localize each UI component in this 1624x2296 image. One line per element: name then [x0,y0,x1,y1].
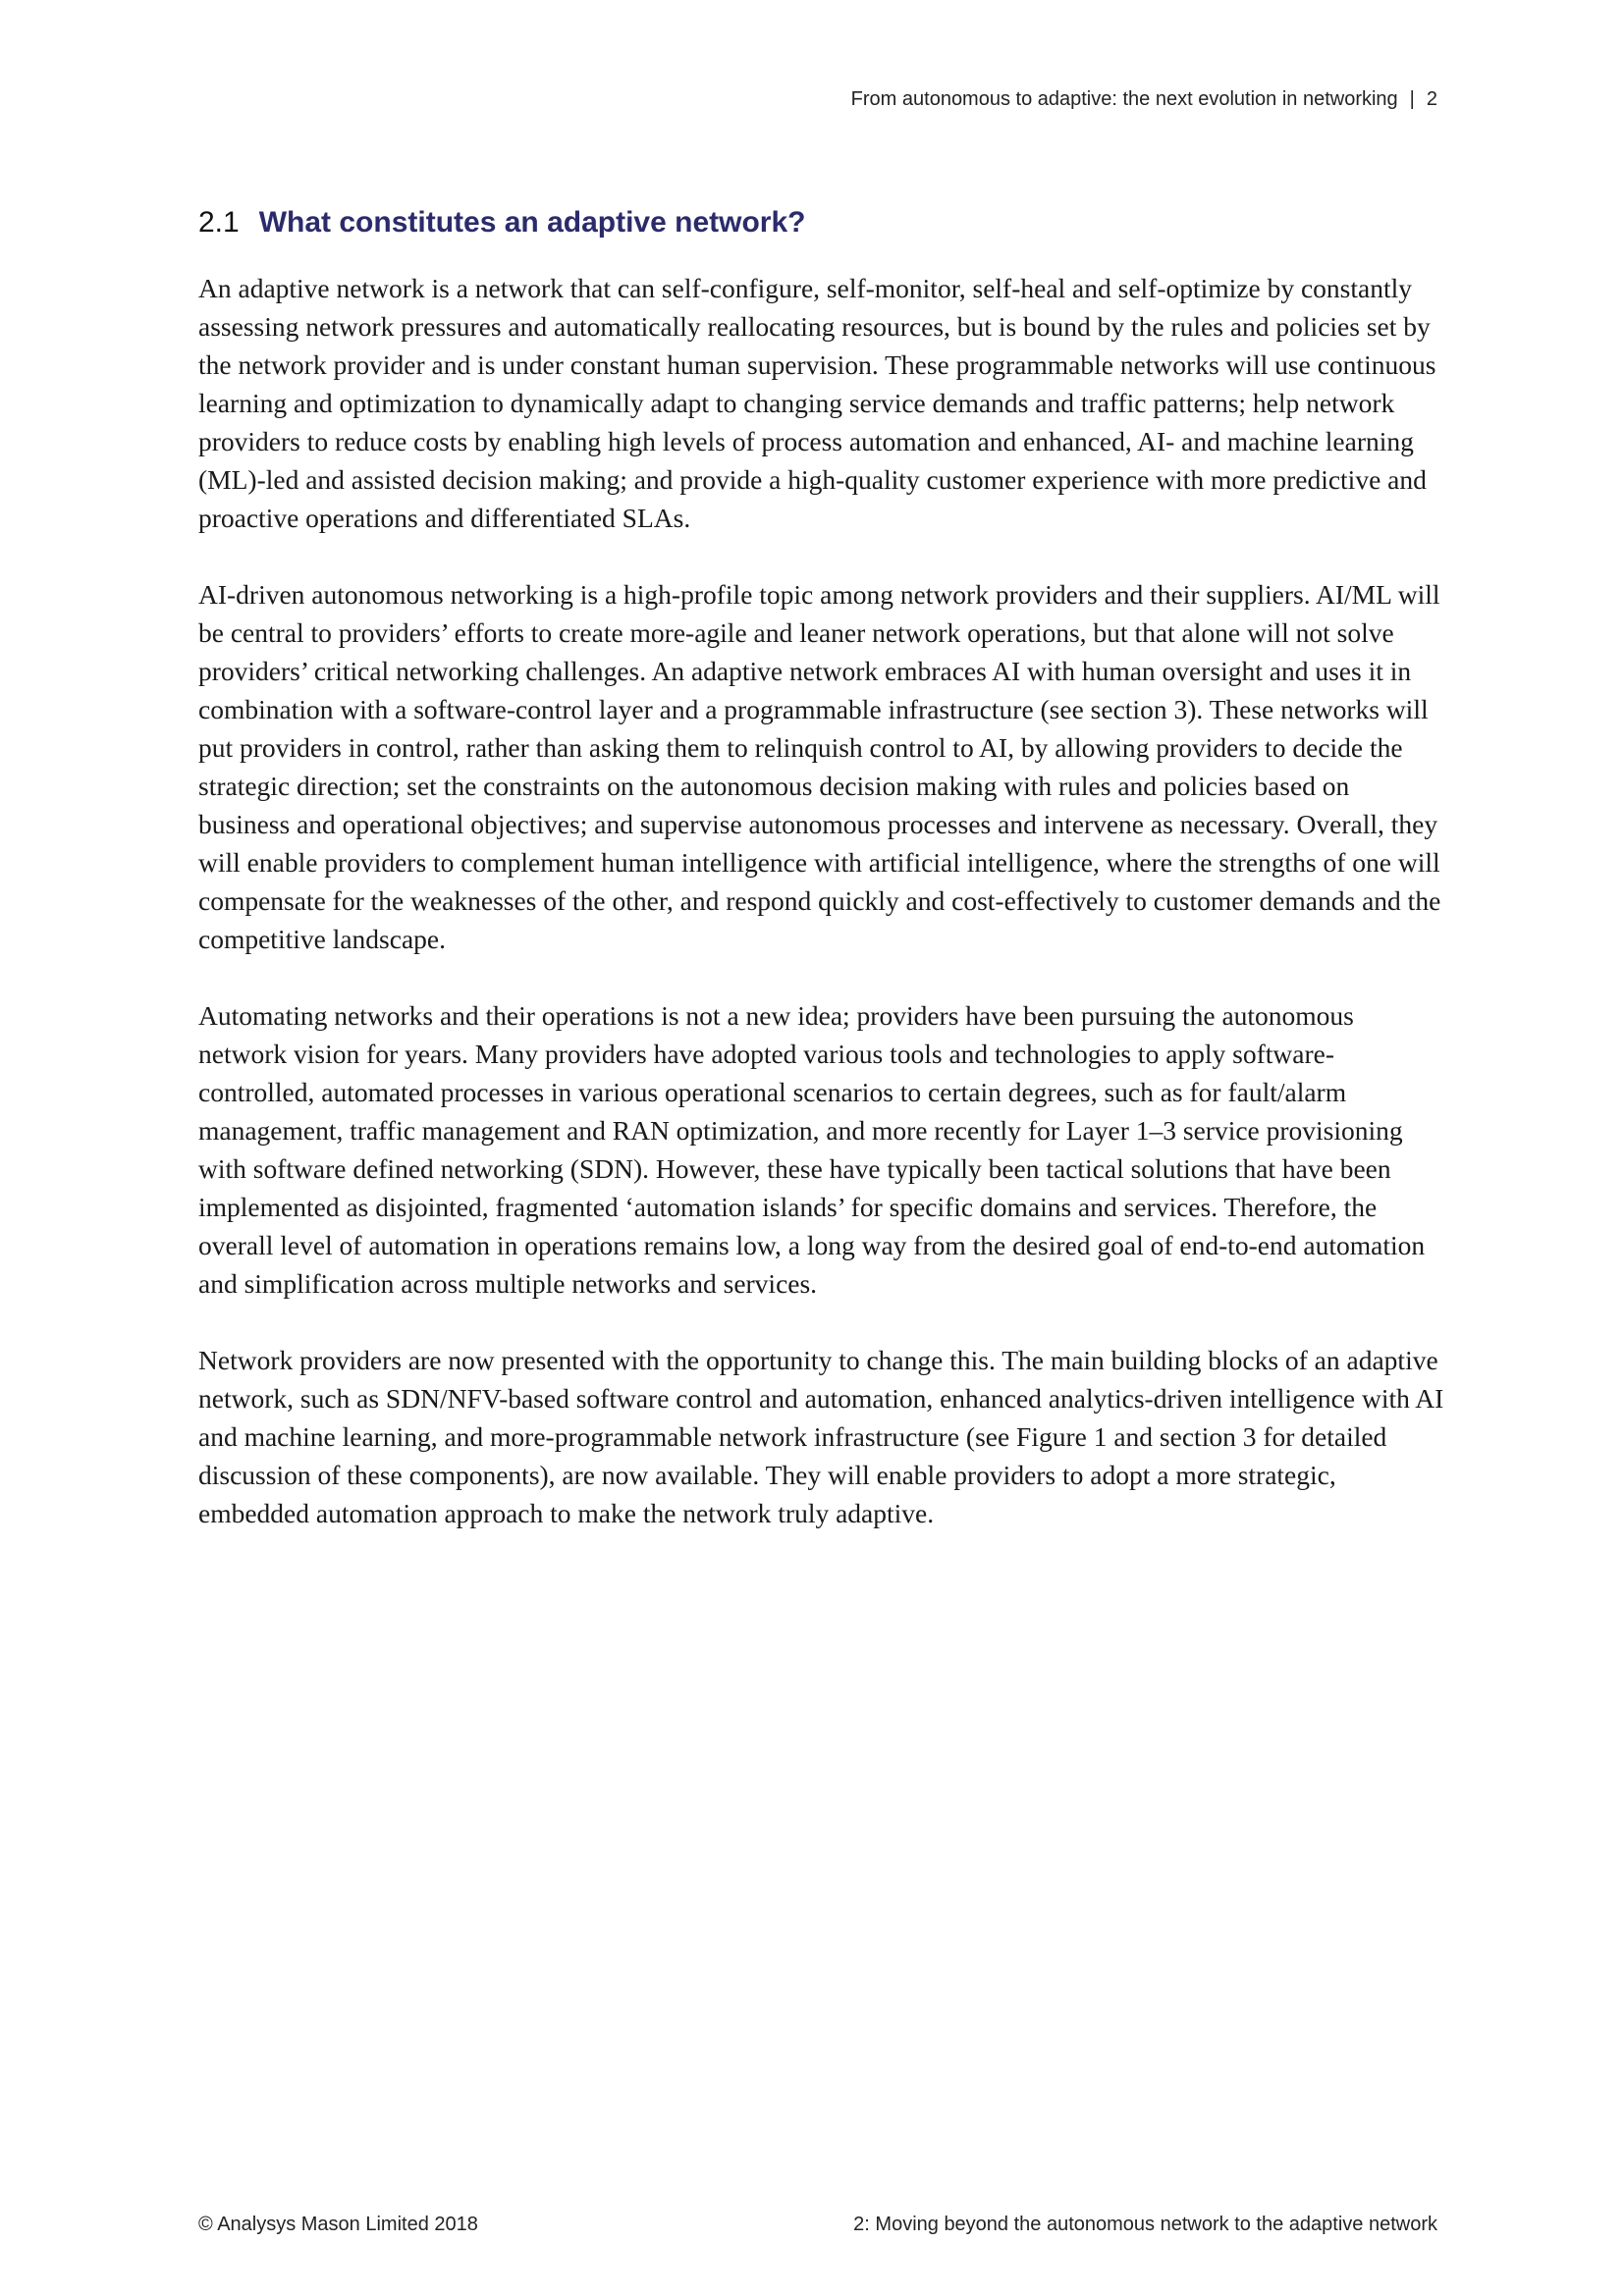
section-title: What constitutes an adaptive network? [258,206,806,239]
section-heading [198,206,805,240]
body-text [198,269,1445,1571]
section-number: 2.1 [198,206,240,239]
paragraph-4: Network providers are now presented with the opportunity to change this. The main building blocks of an adaptive network, such as SDN/NFV-based software control and automation, enhanced analytics-driven intelligence with AI and machine learning, and more-programmable network infrastructure (see Figure 1 and section 3 for detailed discussion of these components), are now available. They will enable providers to adopt a more strategic, embedded automation approach to make the network truly adaptive. [198,1345,1444,1528]
paragraph-2: AI-driven autonomous networking is a high-profile topic among network providers and their suppliers. AI/ML will be central to providers’ efforts to create more-agile and leaner network operations, but that alone will not solve providers’ critical networking challenges. An adaptive network embraces AI with human oversight and uses it in combination with a software-control layer and a programmable infrastructure (see section 3). These networks will put providers in control, rather than asking them to relinquish control to AI, by allowing providers to decide the strategic direction; set the constraints on the autonomous decision making with rules and policies based on business and operational objectives; and supervise autonomous processes and intervene as necessary. Overall, they will enable providers to complement human intelligence with artificial intelligence, where the strengths of one will compensate for the weaknesses of the other, and respond quickly and cost-effectively to customer demands and the competitive landscape. [198,579,1441,954]
paragraph-3: Automating networks and their operations is not a new idea; providers have been pursuing the autonomous network vision for years. Many providers have adopted various tools and technologies to apply software-controlled, automated processes in various operational scenarios to certain degrees, such as for fault/alarm management, traffic management and RAN optimization, and more recently for Layer 1–3 service provisioning with software defined networking (SDN). However, these have typically been tactical solutions that have been implemented as disjointed, fragmented ‘automation islands’ for specific domains and services. Therefore, the overall level of automation in operations remains low, a long way from the desired goal of end-to-end automation and simplification across multiple networks and services. [198,1000,1426,1299]
header-separator: | [1409,88,1415,110]
header-title: From autonomous to adaptive: the next evolution in networking [850,88,1398,110]
footer-copyright: © Analysys Mason Limited 2018 [198,2214,478,2235]
paragraph-1: An adaptive network is a network that can self-configure, self-monitor, self-heal and self-optimize by constantly assessing network pressures and automatically reallocating resources, but is bound by the rules and policies set by the network provider and is under constant human supervision. These programmable networks will use continuous learning and optimization to dynamically adapt to changing service demands and traffic patterns; help network providers to reduce costs by enabling high levels of process automation and enhanced, AI- and machine learning (ML)-led and assisted decision making; and provide a high-quality customer experience with more predictive and proactive operations and differentiated SLAs. [198,273,1436,533]
running-header [851,88,1437,111]
footer-chapter: 2: Moving beyond the autonomous network to the adaptive network [853,2214,1437,2235]
page-number: 2 [1426,88,1437,110]
